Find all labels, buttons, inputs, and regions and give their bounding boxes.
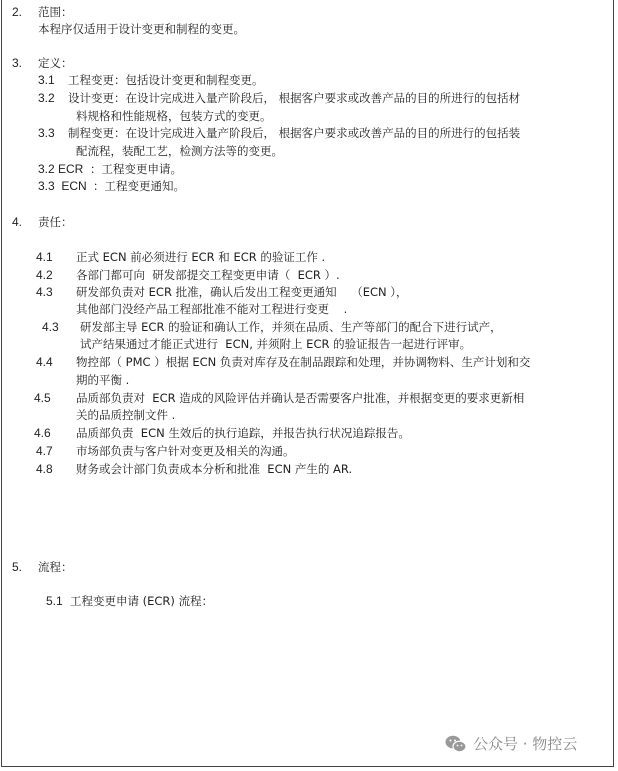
item-text: 设计变更：在设计完成进入量产阶段后， 根据客户要求或改善产品的目的所进行的包括材 [68, 91, 521, 105]
item-continuation: 期的平衡 . [76, 373, 130, 387]
section-title: 责任： [38, 215, 73, 229]
item-continuation: 试产结果通过才能正式进行 ECN, 并须附上 ECR 的验证报告一起进行评审。 [80, 337, 472, 351]
item-text: 制程变更：在设计完成进入量产阶段后， 根据客户要求或改善产品的目的所进行的包括装 [68, 126, 521, 140]
item-number: 4.3 [42, 320, 59, 334]
item-continuation: 其他部门没经产品工程部批准不能对工程进行变更 . [76, 302, 348, 316]
item-continuation: 料规格和性能规格，包装方式的变更。 [76, 109, 272, 123]
item-text: ：工程变更申请。 [90, 162, 182, 176]
item-number: 4.7 [36, 444, 53, 458]
item-text: 正式 ECN 前必须进行 ECR 和 ECR 的验证工作 . [76, 250, 326, 264]
item-text: 研发部负责对 ECR 批准，确认后发出工程变更通知 （ECN ）， [76, 285, 408, 299]
section-title: 定义： [38, 56, 73, 70]
item-text: 物控部（ PMC ）根据 ECN 负责对库存及在制品跟踪和处理，并协调物料、生产计划和交 [76, 355, 531, 369]
item-number: 4.2 [36, 268, 53, 282]
section-body: 本程序仅适用于设计变更和制程的变更。 [38, 22, 245, 36]
item-number: 5.1 [46, 594, 63, 608]
item-text: 财务或会计部门负责成本分析和批准 ECN 产生的 AR. [76, 462, 353, 476]
item-number: 4.1 [36, 250, 53, 264]
section-number: 5. [12, 560, 23, 574]
item-text: 工程变更：包括设计变更和制程变更。 [68, 73, 264, 87]
section-number: 4. [12, 215, 23, 229]
item-number: 3.2 [38, 91, 55, 105]
item-number: 3.2 ECR [38, 162, 84, 176]
item-text: 品质部负责 ECN 生效后的执行追踪，并报告执行状况追踪报告。 [76, 426, 410, 440]
item-text: ：工程变更通知。 [93, 179, 185, 193]
section-number: 3. [12, 56, 23, 70]
item-number: 4.3 [36, 285, 53, 299]
item-number: 3.3 ECN [38, 179, 87, 193]
item-continuation: 配流程，装配工艺，检测方法等的变更。 [76, 144, 283, 158]
item-number: 4.6 [34, 426, 51, 440]
watermark [445, 733, 577, 754]
item-text: 工程变更申请 (ECR) 流程： [70, 594, 214, 608]
item-number: 4.4 [36, 355, 53, 369]
watermark-text: 公众号 · 物控云 [473, 735, 578, 753]
item-text: 品质部负责对 ECR 造成的风险评估并确认是否需要客户批准，并根据变更的要求更新相 [76, 391, 525, 405]
item-number: 4.8 [36, 462, 53, 476]
item-text: 市场部负责与客户针对变更及相关的沟通。 [76, 444, 295, 458]
item-text: 各部门都可向 研发部提交工程变更申请（ ECR ）. [76, 268, 340, 282]
item-number: 4.5 [34, 391, 51, 405]
item-number: 3.3 [38, 126, 55, 140]
item-continuation: 关的品质控制文件 . [76, 408, 176, 422]
item-text: 研发部主导 ECR 的验证和确认工作，并须在品质、生产等部门的配合下进行试产， [80, 320, 502, 334]
section-title: 流程： [38, 560, 73, 574]
section-number: 2. [12, 5, 23, 19]
wechat-icon [445, 735, 467, 753]
item-number: 3.1 [38, 73, 55, 87]
section-title: 范围： [38, 5, 73, 19]
